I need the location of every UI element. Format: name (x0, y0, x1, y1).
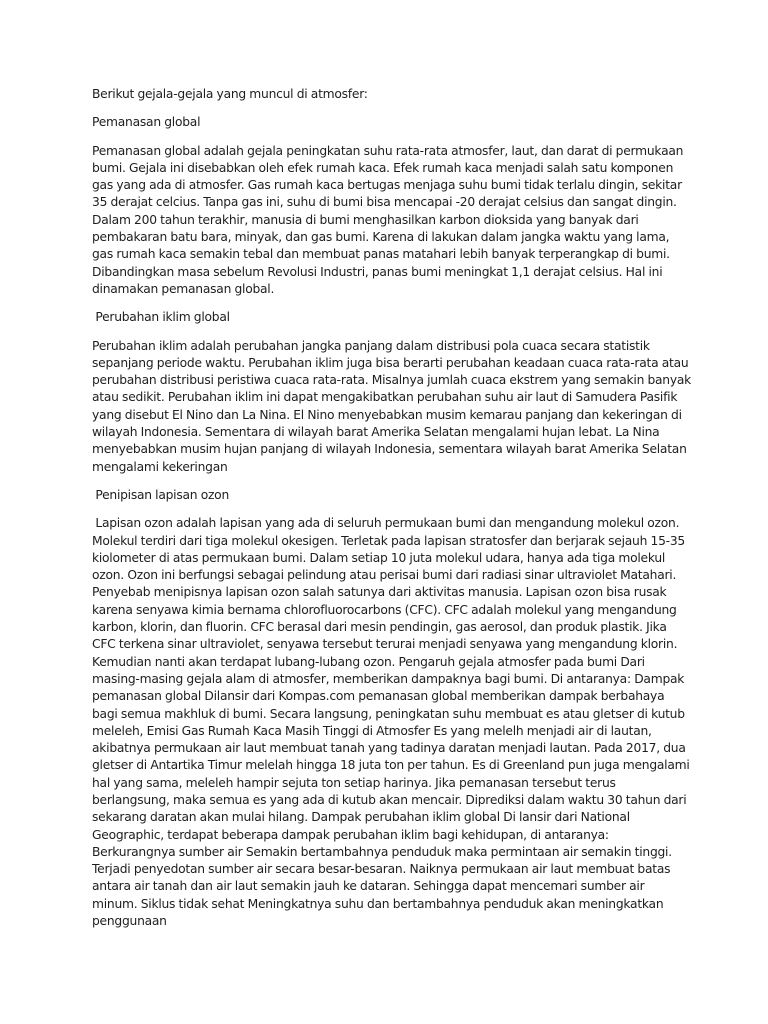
section-heading-pemanasan-global: Pemanasan global (92, 115, 201, 130)
section-heading-perubahan-iklim: Perubahan iklim global (92, 310, 230, 325)
section-body-penipisan-ozon: Lapisan ozon adalah lapisan yang ada di seluruh permukaan bumi dan mengandung molekul ozon. Molekul terdiri dari tiga molekul okesigen. Terletak pada lapisan stratosfer dan berjarak sejauh 15-35 kiolometer di atas permukaan bumi. Dalam setiap 10 juta molekul udara, hanya ada tiga molekul ozon. Ozon ini berfungsi sebagai pelindung atau perisai bumi dari radiasi sinar ultraviolet Matahari. Penyebab menipisnya lapisan ozon salah satunya dari aktivitas manusia. Lapisan ozon bisa rusak karena senyawa kimia bernama chlorofluorocarbons (CFC). CFC adalah molekul yang mengandung karbon, klorin, dan fluorin. CFC berasal dari mesin pendingin, gas aerosol, dan produk plastik. Jika CFC terkena sinar ultraviolet, senyawa tersebut terurai menjadi senyawa yang mengandung klorin. Kemudian nanti akan terdapat lubang-lubang ozon. Pengaruh gejala atmosfer pada bumi Dari masing-masing gejala alam di atmosfer, memberikan dampaknya bagi bumi. Di antaranya: Dampak pemanasan global Dilansir dari Kompas.com pemanasan global memberikan dampak berbahaya bagi semua makhluk di bumi. Secara langsung, peningkatan suhu membuat es atau gletser di kutub meleleh, Emisi Gas Rumah Kaca Masih Tinggi di Atmosfer Es yang melelh menjadi air di lautan, akibatnya permukaan air laut membuat tanah yang tadinya daratan menjadi lautan. Pada 2017, dua gletser di Antartika Timur melelah hingga 18 juta ton per tahun. Es di Greenland pun juga mengalami hal yang sama, meleleh hampir sejuta ton setiap harinya. Jika pemanasan tersebut terus berlangsung, maka semua es yang ada di kutub akan mencair. Diprediksi dalam waktu 30 tahun dari sekarang daratan akan mulai hilang. Dampak perubahan iklim global Di lansir dari National Geographic, terdapat beberapa dampak perubahan iklim bagi kehidupan, di antaranya: Berkurangnya sumber air Semakin bertambahnya penduduk maka permintaan air semakin tinggi. Terjadi penyedotan sumber air secara besar-besaran. Naiknya permukaan air laut membuat batas antara air tanah dan air laut semakin jauh ke dataran. Sehingga dapat mencemari sumber air minum. Siklus tidak sehat Meningkatnya suhu dan bertambahnya penduduk akan meningkatkan penggunaan (92, 516, 693, 929)
section-body-pemanasan-global: Pemanasan global adalah gejala peningkatan suhu rata-rata atmosfer, laut, dan darat di permukaan bumi. Gejala ini disebabkan oleh efek rumah kaca. Efek rumah kaca menjadi salah satu komponen gas yang ada di atmosfer. Gas rumah kaca bertugas menjaga suhu bumi tidak terlalu dingin, sekitar 35 derajat celcius. Tanpa gas ini, suhu di bumi bisa mencapai -20 derajat celsius dan sangat dingin. Dalam 200 tahun terakhir, manusia di bumi menghasilkan karbon dioksida yang banyak dari pembakaran batu bara, minyak, dan gas bumi. Karena di lakukan dalam jangka waktu yang lama, gas rumah kaca semakin tebal dan membuat panas matahari lebih banyak terperangkap di bumi. Dibandingkan masa sebelum Revolusi Industri, panas bumi meningkat 1,1 derajat celsius. Hal ini dinamakan pemanasan global. (92, 143, 687, 296)
intro-paragraph: Berikut gejala-gejala yang muncul di atmosfer: (92, 87, 368, 101)
document-page (92, 86, 695, 941)
section-body-perubahan-iklim: Perubahan iklim adalah perubahan jangka panjang dalam distribusi pola cuaca secara statistik sepanjang periode waktu. Perubahan iklim juga bisa berarti perubahan keadaan cuaca rata-rata atau perubahan distribusi peristiwa cuaca rata-rata. Misalnya jumlah cuaca ekstrem yang semakin banyak atau sedikit. Perubahan iklim ini dapat mengakibatkan perubahan suhu air laut di Samudera Pasifik yang disebut El Nino dan La Nina. El Nino menyebabkan musim kemarau panjang dan kekeringan di wilayah Indonesia. Sementara di wilayah barat Amerika Selatan mengalami hujan lebat. La Nina menyebabkan musim hujan panjang di wilayah Indonesia, sementara wilayah barat Amerika Selatan mengalami kekeringan (92, 338, 695, 474)
section-heading-penipisan-ozon: Penipisan lapisan ozon (92, 487, 229, 502)
